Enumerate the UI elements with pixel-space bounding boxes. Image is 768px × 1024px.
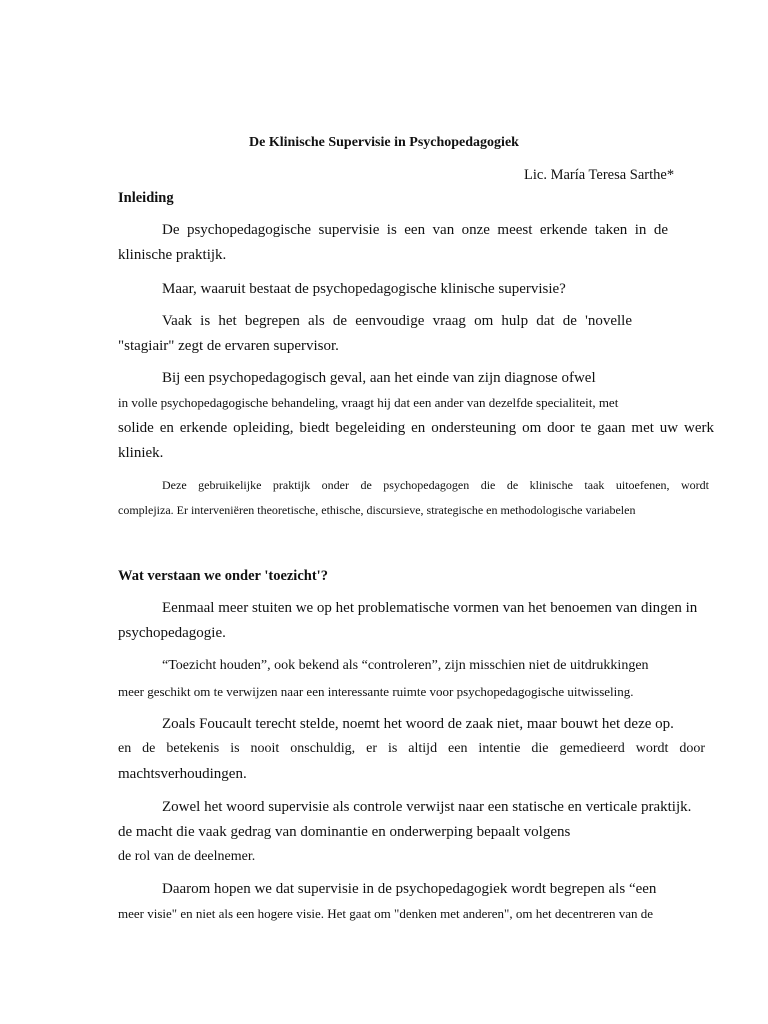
paragraph-line: in volle psychopedagogische behandeling, vraagt hij dat een ander van dezelfde specialiteit, met — [118, 395, 619, 410]
paragraph-line: Bij een psychopedagogisch geval, aan het einde van zijn diagnose ofwel — [162, 370, 596, 386]
paragraph-line: complejiza. Er interveniëren theoretische, ethische, discursieve, strategische en methodologische variabelen — [118, 503, 636, 517]
paragraph-line: solide en erkende opleiding, biedt begeleiding en ondersteuning om door te gaan met uw werk — [118, 420, 714, 436]
paragraph-line: machtsverhoudingen. — [118, 766, 247, 782]
paragraph-line: Deze gebruikelijke praktijk onder de psychopedagogen die de klinische taak uitoefenen, wordt — [162, 478, 709, 492]
paragraph-line: de rol van de deelnemer. — [118, 849, 256, 864]
paragraph-line: meer visie" en niet als een hogere visie. Het gaat om "denken met anderen", om het decentreren van de — [118, 906, 653, 921]
paragraph-line: en de betekenis is nooit onschuldig, er is altijd een intentie die gemedieerd wordt door — [118, 741, 705, 756]
paragraph-line: Maar, waaruit bestaat de psychopedagogische klinische supervisie? — [162, 281, 566, 297]
paragraph-line: De psychopedagogische supervisie is een van onze meest erkende taken in de — [162, 222, 668, 238]
paragraph-line: psychopedagogie. — [118, 625, 226, 641]
section-heading-toezicht: Wat verstaan we onder 'toezicht'? — [118, 568, 328, 584]
paragraph-line: Eenmaal meer stuiten we op het problematische vormen van het benoemen van dingen in — [162, 600, 698, 616]
author-line: Lic. María Teresa Sarthe* — [524, 167, 675, 183]
paragraph-line: meer geschikt om te verwijzen naar een interessante ruimte voor psychopedagogische uitwisseling. — [118, 684, 634, 699]
document-title: De Klinische Supervisie in Psychopedagogiek — [249, 135, 519, 150]
paragraph-line: Daarom hopen we dat supervisie in de psychopedagogiek wordt begrepen als “een — [162, 881, 657, 897]
paragraph-line: "stagiair" zegt de ervaren supervisor. — [118, 338, 339, 354]
paragraph-line: Vaak is het begrepen als de eenvoudige vraag om hulp dat de 'novelle — [162, 313, 632, 329]
paragraph-line: “Toezicht houden”, ook bekend als “controleren”, zijn misschien niet de uitdrukkingen — [162, 658, 649, 673]
paragraph-line: klinische praktijk. — [118, 247, 227, 263]
paragraph-line: kliniek. — [118, 445, 164, 461]
paragraph-line: de macht die vaak gedrag van dominantie en onderwerping bepaalt volgens — [118, 824, 571, 840]
section-heading-inleiding: Inleiding — [118, 190, 174, 206]
paragraph-line: Zoals Foucault terecht stelde, noemt het woord de zaak niet, maar bouwt het deze op. — [162, 716, 674, 732]
paragraph-line: Zowel het woord supervisie als controle verwijst naar een statische en verticale praktijk. — [162, 799, 692, 815]
